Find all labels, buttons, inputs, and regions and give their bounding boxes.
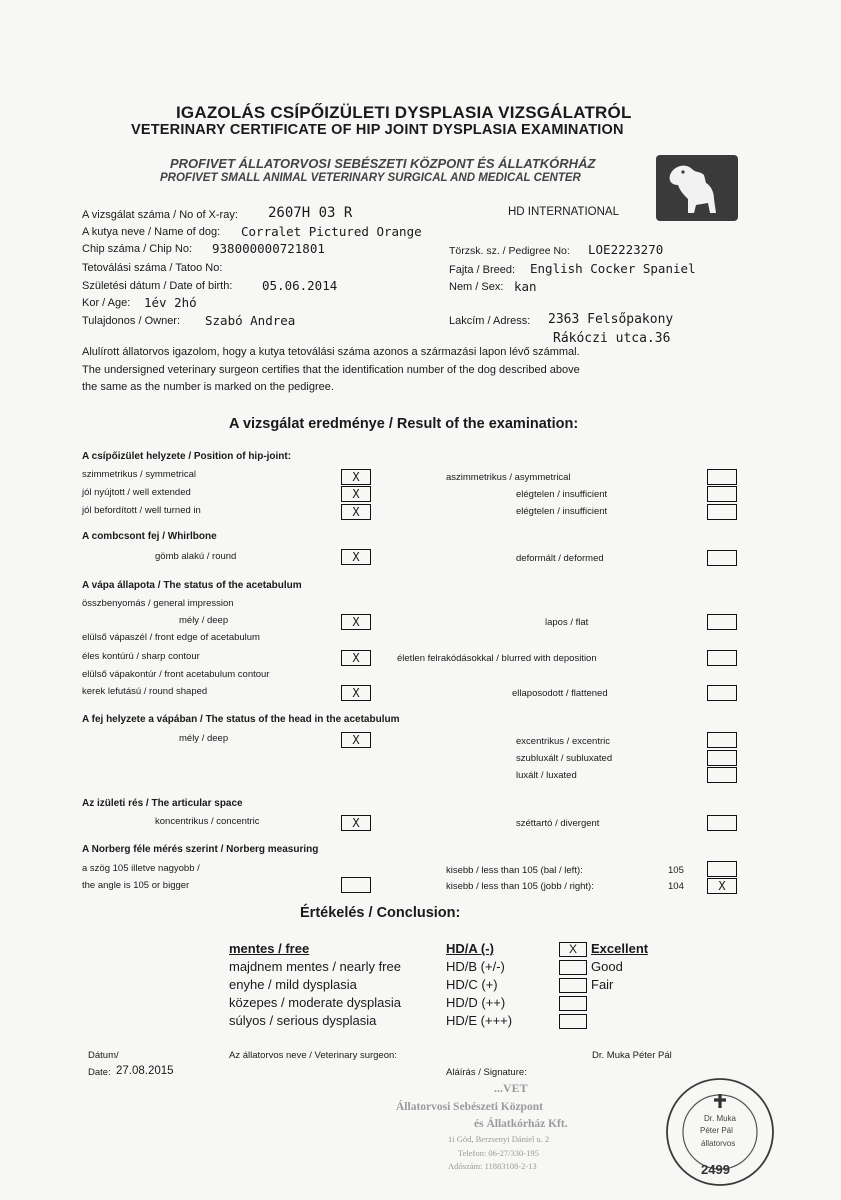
address-value-line1: 2363 Felsőpakony (548, 312, 674, 327)
conclusion-free-desc: mentes / free (229, 941, 310, 956)
articular-divergent-label: széttartó / divergent (516, 818, 600, 829)
clinic-stamp-line5: Adószám: 11883108-2-13 (448, 1161, 537, 1171)
conclusion-title: Értékelés / Conclusion: (300, 905, 461, 921)
acetabulum-deep-checkbox[interactable]: X (341, 614, 371, 630)
articular-concentric-label: koncentrikus / concentric (155, 816, 260, 827)
conclusion-mild-grade: HD/C (+) (446, 977, 498, 992)
acetabulum-flat-checkbox[interactable] (707, 614, 737, 630)
whirlbone-round-checkbox[interactable]: X (341, 549, 371, 565)
norberg-angle-label-1: a szög 105 illetve nagyobb / (82, 863, 200, 874)
hip-asymmetrical-checkbox[interactable] (707, 469, 737, 485)
date-label-hu: Dátum/ (88, 1050, 119, 1061)
stamp-line1: Dr. Muka (704, 1114, 737, 1123)
hip-symmetrical-label: szimmetrikus / symmetrical (82, 469, 197, 480)
acetabulum-round-checkbox[interactable]: X (341, 685, 371, 701)
head-status-header: A fej helyzete a vápában / The status of the head in the acetabulum (82, 714, 400, 725)
sex-value: kan (514, 279, 537, 294)
clinic-name-english: PROFIVET SMALL ANIMAL VETERINARY SURGICAL AND MEDICAL CENTER (160, 172, 581, 184)
statement-english-line2: the same as the number is marked on the pedigree. (82, 381, 334, 393)
dog-icon (656, 155, 738, 221)
chamber-round-stamp (664, 1076, 776, 1188)
dog-name-label: A kutya neve / Name of dog: (82, 226, 221, 238)
clinic-stamp-line1: Állatorvosi Sebészeti Központ (396, 1101, 543, 1113)
conclusion-fair-checkbox[interactable] (559, 978, 587, 993)
owner-value: Szabó Andrea (205, 313, 296, 328)
pedigree-value: LOE2223270 (588, 242, 664, 257)
birth-value: 05.06.2014 (262, 278, 338, 293)
conclusion-good-label: Good (591, 959, 623, 974)
acetabulum-sharp-checkbox[interactable]: X (341, 650, 371, 666)
stamp-line2: Péter Pál (700, 1126, 733, 1135)
acetabulum-flat-label: lapos / flat (545, 617, 589, 628)
norberg-angle-checkbox[interactable] (341, 877, 371, 893)
conclusion-excellent-label: Excellent (591, 941, 649, 956)
articular-divergent-checkbox[interactable] (707, 815, 737, 831)
clinic-stamp-line4: Telefon: 06-27/330-195 (458, 1148, 539, 1158)
norberg-less-right-checkbox[interactable]: X (707, 878, 737, 894)
conclusion-moderate-desc: közepes / moderate dysplasia (229, 995, 401, 1010)
whirlbone-round-label: gömb alakú / round (155, 551, 237, 562)
date-label-en: Date: (88, 1067, 111, 1078)
acetabulum-deep-label: mély / deep (179, 615, 229, 626)
acetabulum-round-label: kerek lefutású / round shaped (82, 686, 208, 697)
address-value-line2: Rákóczi utca.36 (553, 331, 671, 346)
clinic-stamp-line0: ...VET (494, 1081, 528, 1095)
birth-label: Születési dátum / Date of birth: (82, 280, 233, 292)
acetabulum-front-contour: elülső vápakontúr / front acetabulum contour (82, 669, 270, 680)
acetabulum-flattened-checkbox[interactable] (707, 685, 737, 701)
hip-extension-insufficient-label: elégtelen / insufficient (516, 489, 608, 500)
acetabulum-sharp-label: éles kontúrú / sharp contour (82, 651, 200, 662)
whirlbone-header: A combcsont fej / Whirlbone (82, 531, 217, 542)
hip-symmetrical-checkbox[interactable]: X (341, 469, 371, 485)
conclusion-mild-desc: enyhe / mild dysplasia (229, 977, 357, 992)
statement-hungarian: Alulírott állatorvos igazolom, hogy a kutya tetoválási száma azonos a származási lapon lévő számmal. (82, 346, 580, 358)
hip-well-turned-in-label: jól befordított / well turned in (82, 505, 201, 516)
hip-turn-insufficient-checkbox[interactable] (707, 504, 737, 520)
norberg-less-right-label: kisebb / less than 105 (jobb / right): (446, 881, 594, 892)
head-subluxated-checkbox[interactable] (707, 750, 737, 766)
conclusion-moderate-grade: HD/D (++) (446, 995, 506, 1010)
head-deep-checkbox[interactable]: X (341, 732, 371, 748)
chip-value: 938000000721801 (212, 241, 325, 256)
title-english: VETERINARY CERTIFICATE OF HIP JOINT DYSPLASIA EXAMINATION (131, 122, 624, 138)
acetabulum-general-impression: összbenyomás / general impression (82, 598, 234, 609)
chip-label: Chip száma / Chip No: (82, 243, 193, 255)
hip-well-turned-in-checkbox[interactable]: X (341, 504, 371, 520)
dog-name-value: Corralet Pictured Orange (241, 224, 422, 239)
stamp-number: 2499 (701, 1162, 730, 1177)
statement-english-line1: The undersigned veterinary surgeon certifies that the identification number of the dog described above (82, 364, 580, 376)
acetabulum-front-edge: elülső vápaszél / front edge of acetabulum (82, 632, 260, 643)
breed-label: Fajta / Breed: (449, 264, 516, 276)
clinic-name-hungarian: PROFIVET ÁLLATORVOSI SEBÉSZETI KÖZPONT ÉS ÁLLATKÓRHÁZ (170, 156, 596, 171)
vet-surgeon-label: Az állatorvos neve / Veterinary surgeon: (229, 1050, 397, 1061)
title-hungarian: IGAZOLÁS CSÍPŐIZÜLETI DYSPLASIA VIZSGÁLATRÓL (176, 103, 632, 122)
xray-value: 2607H 03 R (268, 205, 353, 221)
norberg-angle-label-2: the angle is 105 or bigger (82, 880, 190, 891)
head-luxated-checkbox[interactable] (707, 767, 737, 783)
hip-extension-insufficient-checkbox[interactable] (707, 486, 737, 502)
vet-surgeon-name: Dr. Muka Péter Pál (592, 1050, 672, 1061)
head-deep-label: mély / deep (179, 733, 229, 744)
conclusion-nearly-free-grade: HD/B (+/-) (446, 959, 505, 974)
result-title: A vizsgálat eredménye / Result of the examination: (229, 416, 579, 432)
age-value: 1év 2hó (144, 295, 197, 310)
clinic-stamp-line2: és Állatkórház Kft. (474, 1118, 568, 1130)
acetabulum-flattened-label: ellaposodott / flattened (512, 688, 608, 699)
stamp-line3: állatorvos (701, 1139, 736, 1148)
whirlbone-deformed-checkbox[interactable] (707, 550, 737, 566)
whirlbone-deformed-label: deformált / deformed (516, 553, 604, 564)
clinic-logo (656, 155, 738, 221)
acetabulum-header: A vápa állapota / The status of the acetabulum (82, 580, 302, 591)
tatoo-label: Tetoválási száma / Tatoo No: (82, 262, 223, 274)
owner-label: Tulajdonos / Owner: (82, 315, 181, 327)
hip-position-header: A csípőizület helyzete / Position of hip-joint: (82, 451, 292, 462)
breed-value: English Cocker Spaniel (530, 261, 696, 276)
head-subluxated-label: szubluxált / subluxated (516, 753, 613, 764)
hip-turn-insufficient-label: elégtelen / insufficient (516, 506, 608, 517)
pedigree-label: Törzsk. sz. / Pedigree No: (449, 245, 570, 257)
norberg-less-left-value: 105 (668, 865, 684, 876)
head-excentric-label: excentrikus / excentric (516, 736, 610, 747)
articular-space-header: Az izületi rés / The articular space (82, 798, 243, 809)
hip-asymmetrical-label: aszimmetrikus / asymmetrical (446, 472, 571, 483)
head-luxated-label: luxált / luxated (516, 770, 577, 781)
hip-well-extended-label: jól nyújtott / well extended (82, 487, 191, 498)
norberg-less-left-checkbox[interactable] (707, 861, 737, 877)
acetabulum-blurred-checkbox[interactable] (707, 650, 737, 666)
head-excentric-checkbox[interactable] (707, 732, 737, 748)
conclusion-nearly-free-desc: majdnem mentes / nearly free (229, 959, 401, 974)
conclusion-good-checkbox[interactable] (559, 960, 587, 975)
conclusion-moderate-checkbox[interactable] (559, 996, 587, 1011)
hip-well-extended-checkbox[interactable]: X (341, 486, 371, 502)
date-value: 27.08.2015 (116, 1065, 174, 1077)
clinic-stamp-line3: 1i Göd, Berzsenyi Dániel u. 2 (448, 1134, 550, 1144)
conclusion-serious-desc: súlyos / serious dysplasia (229, 1013, 377, 1028)
conclusion-fair-label: Fair (591, 977, 614, 992)
sex-label: Nem / Sex: (449, 281, 504, 293)
conclusion-free-grade: HD/A (-) (446, 941, 494, 956)
address-label: Lakcím / Adress: (449, 315, 531, 327)
articular-concentric-checkbox[interactable]: X (341, 815, 371, 831)
conclusion-serious-grade: HD/E (+++) (446, 1013, 513, 1028)
norberg-less-left-label: kisebb / less than 105 (bal / left): (446, 865, 583, 876)
norberg-less-right-value: 104 (668, 881, 684, 892)
age-label: Kor / Age: (82, 297, 131, 309)
hd-international-label: HD INTERNATIONAL (508, 206, 619, 218)
conclusion-excellent-checkbox[interactable]: X (559, 942, 587, 957)
acetabulum-blurred-label: életlen felrakódásokkal / blurred with deposition (397, 653, 597, 664)
norberg-header: A Norberg féle mérés szerint / Norberg measuring (82, 844, 319, 855)
conclusion-serious-checkbox[interactable] (559, 1014, 587, 1029)
xray-label: A vizsgálat száma / No of X-ray: (82, 209, 238, 221)
signature-label: Aláírás / Signature: (446, 1067, 527, 1078)
